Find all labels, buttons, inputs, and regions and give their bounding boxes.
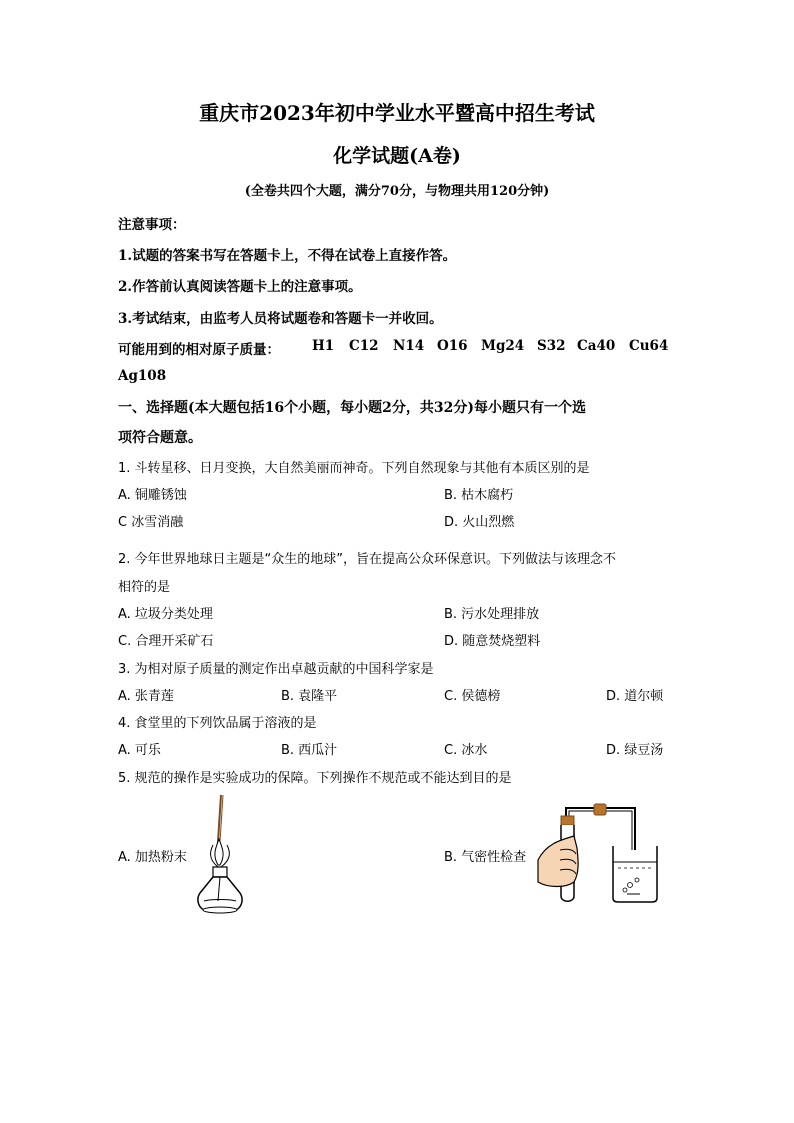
- question-5-stem: 5. 规范的操作是实验成功的保障。下列操作不规范或不能达到目的是: [118, 771, 512, 786]
- q1-option-b: B. 枯木腐朽: [444, 488, 514, 503]
- gas-tightness-apparatus-icon: [530, 800, 675, 905]
- q1-option-d: D. 火山烈燃: [444, 515, 515, 530]
- question-2-stem: 2. 今年世界地球日主题是“众生的地球”，旨在提高公众环保意识。下列做法与该理念不: [118, 552, 617, 567]
- atomic-mass-ag: Ag108: [118, 368, 167, 384]
- atomic-mass-cu: Cu64: [629, 338, 669, 354]
- q4-option-a: A. 可乐: [118, 743, 161, 758]
- question-4-stem: 4. 食堂里的下列饮品属于溶液的是: [118, 716, 317, 731]
- q4-option-c: C. 冰水: [444, 743, 488, 758]
- atomic-mass-c: C12: [349, 338, 379, 354]
- question-1-stem: 1. 斗转星移、日月变换，大自然美丽而神奇。下列自然现象与其他有本质区别的是: [118, 461, 590, 476]
- q2-option-a: A. 垃圾分类处理: [118, 607, 213, 622]
- q5-option-a: A. 加热粉末: [118, 850, 187, 865]
- atomic-mass-h: H1: [312, 338, 335, 354]
- notice-item-3: 3.考试结束，由监考人员将试题卷和答题卡一并收回。: [118, 311, 443, 327]
- question-2-stem-cont: 相符的是: [118, 580, 171, 595]
- notice-item-1: 1.试题的答案书写在答题卡上，不得在试卷上直接作答。: [118, 248, 457, 264]
- notice-heading: 注意事项：: [118, 217, 186, 233]
- atomic-mass-mg: Mg24: [481, 338, 525, 354]
- q2-option-b: B. 污水处理排放: [444, 607, 540, 622]
- atomic-mass-label: 可能用到的相对原子质量：: [118, 342, 280, 358]
- q5-option-b: B. 气密性检查: [444, 850, 527, 865]
- q1-option-a: A. 铜雕锈蚀: [118, 488, 187, 503]
- notice-item-2: 2.作答前认真阅读答题卡上的注意事项。: [118, 279, 362, 295]
- q4-option-d: D. 绿豆汤: [606, 743, 664, 758]
- q3-option-d: D. 道尔顿: [606, 689, 664, 704]
- question-3-stem: 3. 为相对原子质量的测定作出卓越贡献的中国科学家是: [118, 662, 434, 677]
- q4-option-b: B. 西瓜汁: [281, 743, 338, 758]
- q1-option-c: C 冰雪消融: [118, 515, 184, 530]
- q3-option-c: C. 侯德榜: [444, 689, 501, 704]
- alcohol-lamp-icon: [190, 795, 250, 917]
- q2-option-c: C. 合理开采矿石: [118, 634, 214, 649]
- subject-title: 化学试题(A卷): [333, 145, 461, 167]
- section1-heading: 一、选择题(本大题包括16个小题，每小题2分，共32分)每小题只有一个选: [118, 400, 586, 416]
- exam-title: 重庆市2023年初中学业水平暨高中招生考试: [199, 101, 595, 125]
- atomic-mass-o: O16: [437, 338, 468, 354]
- atomic-mass-s: S32: [537, 338, 566, 354]
- q3-option-b: B. 袁隆平: [281, 689, 338, 704]
- exam-note: (全卷共四个大题，满分70分，与物理共用120分钟): [244, 184, 550, 199]
- q3-option-a: A. 张青莲: [118, 689, 174, 704]
- q2-option-d: D. 随意焚烧塑料: [444, 634, 541, 649]
- section1-heading-cont: 项符合题意。: [118, 430, 202, 446]
- atomic-mass-n: N14: [393, 338, 425, 354]
- atomic-mass-ca: Ca40: [577, 338, 616, 354]
